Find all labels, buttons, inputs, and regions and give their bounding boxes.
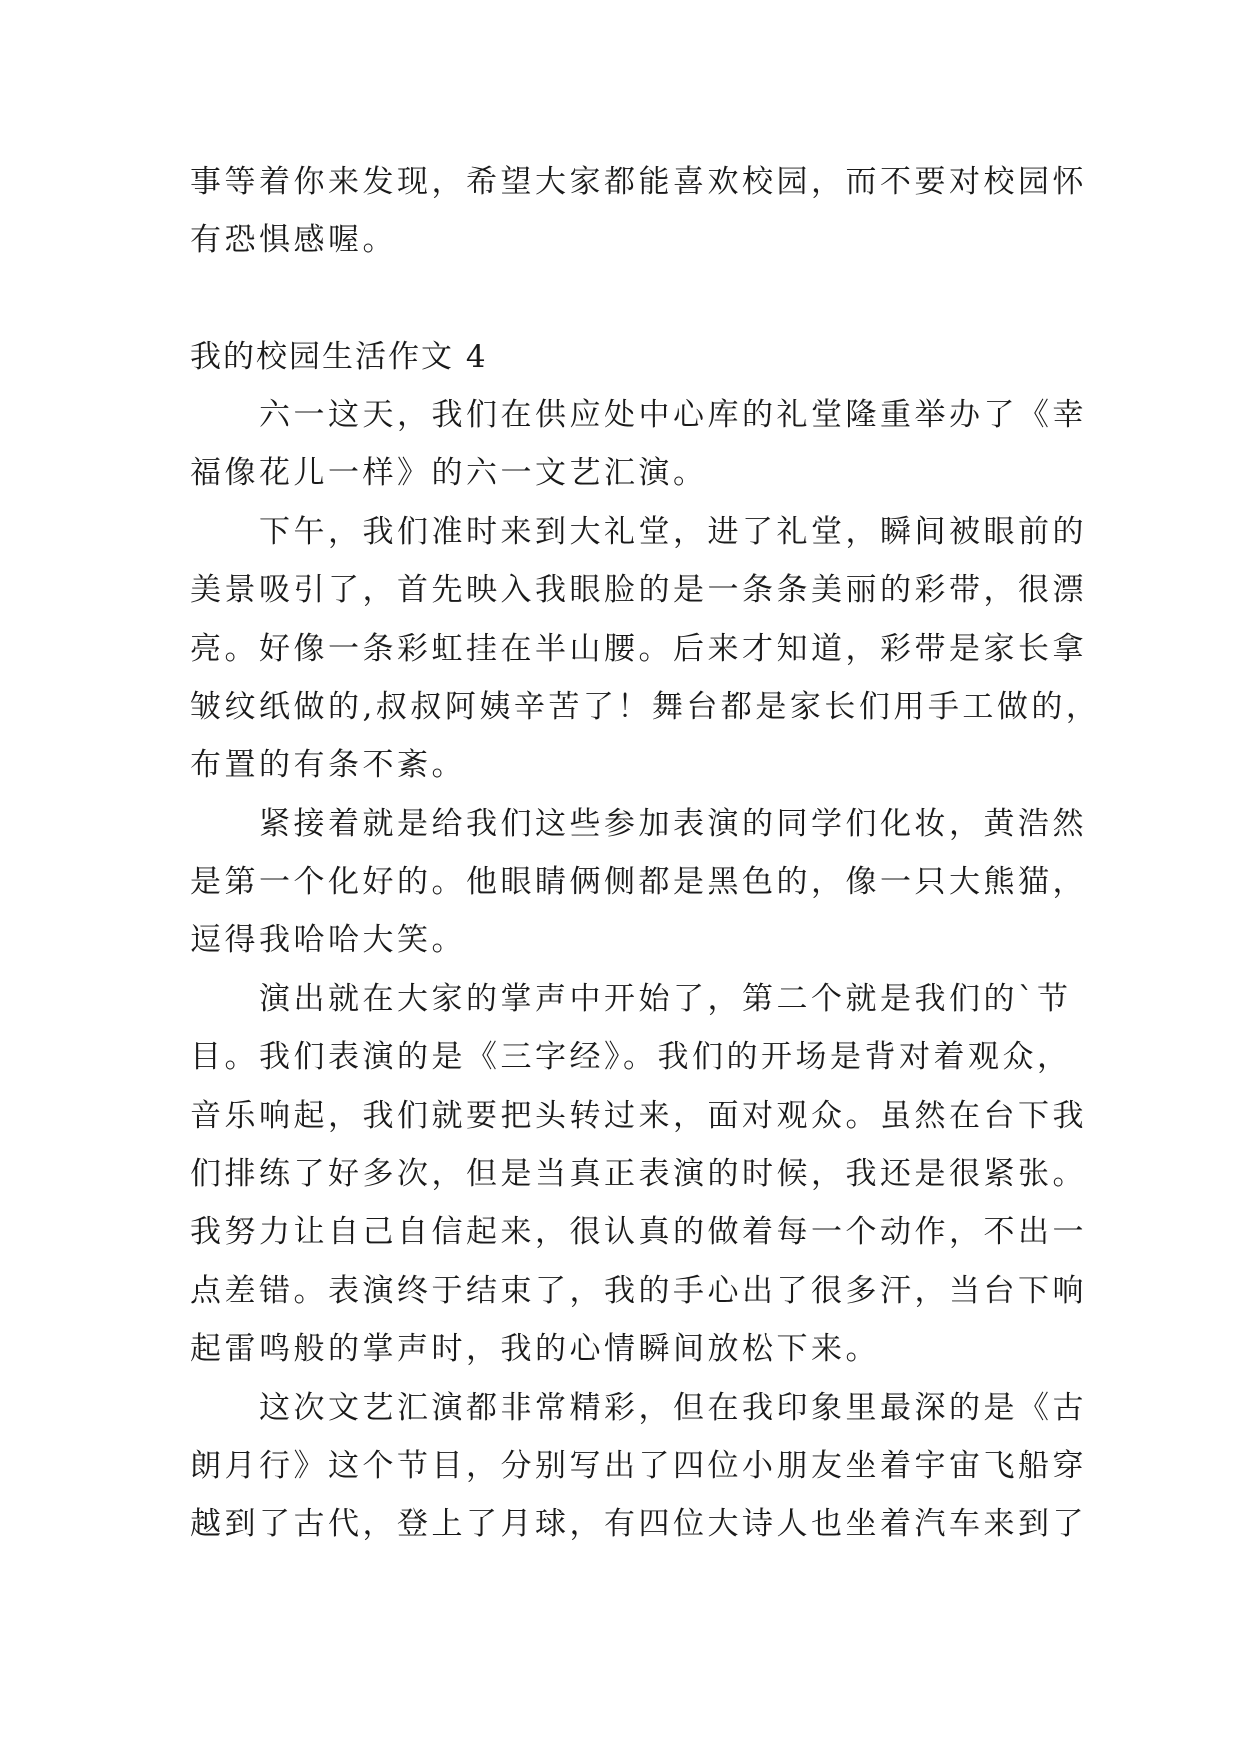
body-line: 皱纹纸做的,叔叔阿姨辛苦了！舞台都是家长们用手工做的， <box>190 689 1101 725</box>
intro-line: 事等着你来发现，希望大家都能喜欢校园，而不要对校园怀 <box>190 164 1087 200</box>
body-line: 逗得我哈哈大笑。 <box>190 922 466 958</box>
body-line: 亮。好像一条彩虹挂在半山腰。后来才知道，彩带是家长拿 <box>190 631 1087 667</box>
body-line: 越到了古代，登上了月球，有四位大诗人也坐着汽车来到了 <box>190 1506 1087 1542</box>
body-line: 紧接着就是给我们这些参加表演的同学们化妆，黄浩然 <box>190 806 1087 842</box>
body-line: 美景吸引了，首先映入我眼脸的是一条条美丽的彩带，很漂 <box>190 572 1087 608</box>
body-line: 六一这天，我们在供应处中心库的礼堂隆重举办了《幸 <box>190 397 1087 433</box>
body-line: 音乐响起，我们就要把头转过来，面对观众。虽然在台下我 <box>190 1098 1087 1134</box>
body-line: 起雷鸣般的掌声时，我的心情瞬间放松下来。 <box>190 1331 880 1367</box>
body-line: 朗月行》这个节目，分别写出了四位小朋友坐着宇宙飞船穿 <box>190 1448 1087 1484</box>
intro-line: 有恐惧感喔。 <box>190 222 397 258</box>
body-line: 下午，我们准时来到大礼堂，进了礼堂，瞬间被眼前的 <box>190 514 1087 550</box>
body-line: 演出就在大家的掌声中开始了，第二个就是我们的`节 <box>190 981 1072 1017</box>
body-line: 这次文艺汇演都非常精彩，但在我印象里最深的是《古 <box>190 1390 1087 1426</box>
section-title: 我的校园生活作文 4 <box>190 339 488 375</box>
body-line: 们排练了好多次，但是当真正表演的时候，我还是很紧张。 <box>190 1156 1087 1192</box>
body-line: 是第一个化好的。他眼睛俩侧都是黑色的，像一只大熊猫， <box>190 864 1087 900</box>
body-line: 点差错。表演终于结束了，我的手心出了很多汗，当台下响 <box>190 1273 1087 1309</box>
body-line: 目。我们表演的是《三字经》。我们的开场是背对着观众， <box>190 1039 1072 1075</box>
body-line: 我努力让自己自信起来，很认真的做着每一个动作，不出一 <box>190 1214 1087 1250</box>
body-line: 布置的有条不紊。 <box>190 747 466 783</box>
body-line: 福像花儿一样》的六一文艺汇演。 <box>190 455 708 491</box>
